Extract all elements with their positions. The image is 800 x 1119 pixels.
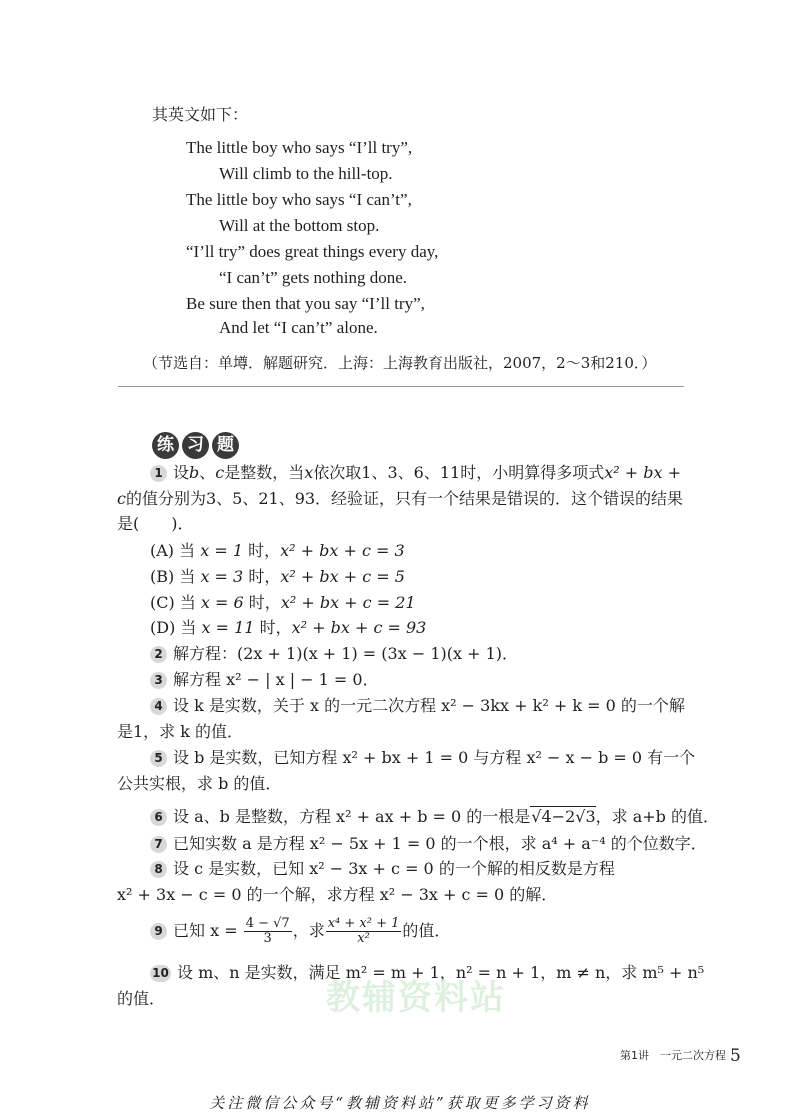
- poem-line: The little boy who says “I’ll try”,: [186, 138, 413, 157]
- problem-1: 1 设b、c是整数，当x依次取1、3、6、11时，小明算得多项式x² + bx +: [150, 462, 681, 484]
- problem-1-line3: 是( )．: [117, 514, 194, 533]
- source-citation: （节选自：单墫．解题研究．上海：上海教育出版社，2007，2～3和210．）: [143, 354, 657, 372]
- poem-line: Be sure then that you say “I’ll try”,: [186, 294, 425, 313]
- problem-5-line2: 公共实根，求 b 的值．: [117, 774, 282, 793]
- problem-number: 5: [150, 750, 167, 767]
- problem-1-line2: c的值分别为3、5、21、93．经验证，只有一个结果是错误的．这个错误的结果: [117, 489, 684, 508]
- problem-number: 2: [150, 646, 167, 663]
- exercise-heading-char: 练: [152, 432, 179, 459]
- problem-7: 7 已知实数 a 是方程 x² − 5x + 1 = 0 的一个根，求 a⁴ + a⁻⁴ 的个位数字．: [150, 833, 707, 855]
- exercise-heading-char: 题: [212, 432, 239, 459]
- problem-number: 4: [150, 698, 167, 715]
- problem-number: 10: [150, 965, 171, 982]
- section-divider: [118, 386, 684, 387]
- option-b: (B) 当 x = 3 时，x² + bx + c = 5: [150, 567, 405, 586]
- problem-5: 5 设 b 是实数，已知方程 x² + bx + 1 = 0 与方程 x² − x − b = 0 有一个: [150, 747, 695, 769]
- problem-10-line2: 的值．: [117, 989, 166, 1008]
- problem-6: 6 设 a、b 是整数，方程 x² + ax + b = 0 的一根是√4−2√3，求 a+b 的值．: [150, 806, 719, 828]
- problem-9: 9 已知 x = $\frac{4 - √7}{3}$ ，求 $\frac{\text{x⁴ + x² + 1}}{\text{x²}}$ 的值．: [150, 914, 450, 948]
- problem-2: 2 解方程：(2x + 1)(x + 1) = (3x − 1)(x + 1)．: [150, 643, 518, 665]
- option-d: (D) 当 x = 11 时，x² + bx + c = 93: [150, 618, 427, 637]
- chapter-label: 第1讲 一元二次方程: [620, 1049, 726, 1062]
- poem-line: “I’ll try” does great things every day,: [186, 242, 439, 261]
- problem-number: 7: [150, 836, 167, 853]
- poem-line: The little boy who says “I can’t”,: [186, 190, 412, 209]
- problem-number: 9: [150, 923, 167, 940]
- poem-line: Will at the bottom stop.: [219, 216, 380, 235]
- problem-3: 3 解方程 x² − | x | − 1 = 0．: [150, 669, 379, 691]
- exercise-heading: [152, 432, 239, 459]
- option-a: (A) 当 x = 1 时，x² + bx + c = 3: [150, 541, 405, 560]
- page-number: 5: [730, 1046, 741, 1066]
- watermark: 教辅资料站: [326, 978, 506, 1018]
- problem-8-line2: x² + 3x − c = 0 的一个解，求方程 x² − 3x + c = 0 的解．: [117, 885, 558, 904]
- problem-4-line2: 是1，求 k 的值．: [117, 722, 244, 741]
- promo-banner: 关注微信公众号“教辅资料站”获取更多学习资料: [209, 1094, 591, 1112]
- page-footer: [620, 1046, 741, 1066]
- poem-line: “I can’t” gets nothing done.: [219, 268, 408, 287]
- fraction: $\frac{\text{x⁴ + x² + 1}}{\text{x²}}$: [327, 916, 400, 946]
- problem-number: 1: [150, 465, 167, 482]
- problem-number: 8: [150, 861, 167, 878]
- poem-line: And let “I can’t” alone.: [219, 318, 378, 337]
- exercise-heading-char: 习: [182, 432, 209, 459]
- problem-number: 6: [150, 809, 167, 826]
- fraction: $\frac{4 - √7}{3}$: [245, 916, 290, 946]
- poem-line: Will climb to the hill-top.: [219, 164, 393, 183]
- problem-8: 8 设 c 是实数，已知 x² − 3x + c = 0 的一个解的相反数是方程: [150, 858, 615, 880]
- problem-4: 4 设 k 是实数，关于 x 的一元二次方程 x² − 3kx + k² + k = 0 的一个解: [150, 695, 685, 717]
- option-c: (C) 当 x = 6 时，x² + bx + c = 21: [150, 593, 416, 612]
- intro-label: 其英文如下：: [152, 105, 249, 124]
- problem-number: 3: [150, 672, 167, 689]
- problem-10: 10 设 m、n 是实数，满足 m² = m + 1，n² = n + 1，m ≠ n，求 m⁵ + n⁵: [150, 962, 704, 984]
- nested-radical: √4−2√3: [531, 807, 596, 826]
